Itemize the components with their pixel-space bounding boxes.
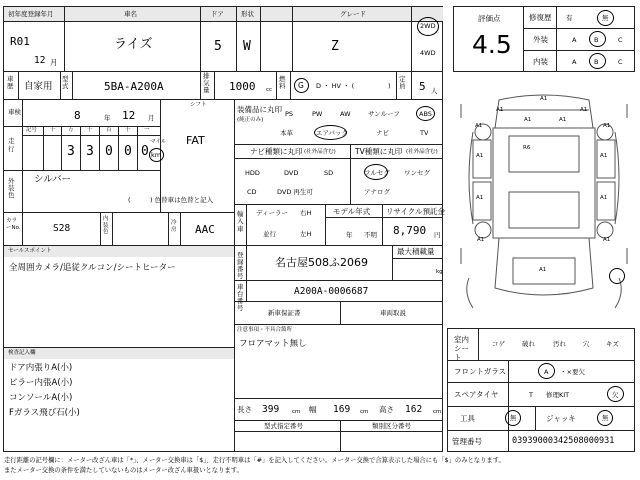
shift-value: FAT bbox=[186, 134, 205, 147]
width-label: 幅 bbox=[309, 405, 317, 414]
exterior-label: 外装色 bbox=[8, 177, 15, 200]
capacity-label: 定員 bbox=[399, 75, 406, 91]
inspector-label: 検査記入欄 bbox=[8, 350, 36, 356]
interior-color-label: 内装色 bbox=[103, 216, 109, 236]
import-left: 左H bbox=[300, 230, 312, 238]
shape: W bbox=[243, 39, 251, 54]
import-right: 右H bbox=[300, 209, 312, 217]
yen-unit: 円 bbox=[434, 231, 441, 239]
equip-aw: AW bbox=[340, 110, 351, 118]
model: 5BA-A200A bbox=[104, 80, 164, 93]
cc-unit: cc bbox=[266, 87, 273, 93]
damage-mark-a1: A1 bbox=[539, 267, 547, 273]
model-year-label: モデル年式 bbox=[333, 207, 371, 216]
height-label: 高さ bbox=[379, 405, 394, 414]
exterior-note: ) 色替車は色替と記入 bbox=[150, 196, 214, 204]
equip-ps: PS bbox=[285, 110, 294, 118]
repair-label: 修復歴 bbox=[529, 13, 552, 22]
capacity: 5 bbox=[419, 80, 426, 93]
navi-title: ナビ種類に丸印 bbox=[250, 147, 303, 156]
recycle: 8,790 bbox=[393, 224, 427, 237]
displacement: 1000 bbox=[229, 80, 256, 93]
cooler-label: 冷房 bbox=[171, 220, 177, 233]
inspector-band bbox=[4, 348, 234, 359]
seat-scratch: キズ bbox=[606, 340, 619, 348]
width: 169 bbox=[333, 404, 351, 415]
inspector-item: Fガラス飛び石(小) bbox=[9, 408, 80, 418]
manage-number: 03939000342508000931 bbox=[512, 436, 615, 446]
fuel-close: ) bbox=[388, 82, 391, 90]
inspection-month-unit: 月 bbox=[148, 114, 155, 122]
selling-points-label: セールスポイント bbox=[8, 248, 52, 254]
height: 162 bbox=[405, 404, 423, 415]
damage-mark-a1: A1 bbox=[600, 195, 608, 201]
inspector-item: ドア内張りA(小) bbox=[9, 363, 73, 373]
equip-sunroof: サンルーフ bbox=[368, 110, 400, 118]
tools-label: 工具 bbox=[460, 414, 475, 423]
fuel-label: 燃料 bbox=[279, 75, 286, 91]
mileage-col-1: 一 bbox=[144, 127, 150, 133]
drive-2wd: 2WD bbox=[420, 22, 436, 30]
km-unit: km bbox=[151, 151, 162, 159]
grade-label: グレード bbox=[340, 10, 366, 18]
displacement-label: 排気量 bbox=[203, 72, 210, 95]
damage-mark-a1: A1 bbox=[476, 195, 484, 201]
equip-navi: ナビ bbox=[376, 129, 389, 137]
spare-t: T bbox=[529, 391, 533, 399]
month-unit: 月 bbox=[50, 58, 58, 67]
doors-label: ドア bbox=[211, 10, 224, 18]
tv-title-note: (社外品含む) bbox=[406, 149, 438, 155]
mileage-col-10: 十 bbox=[125, 127, 131, 133]
footer-line-2: またメーター交換の条件を満たしていないものはメーター改ざん車扱いとなります。 bbox=[4, 467, 243, 474]
damage-mark-a1: A1 bbox=[476, 153, 484, 159]
equip-airbag: エアバック bbox=[316, 129, 348, 137]
equip-abs: ABS bbox=[419, 110, 432, 118]
equipment-title: 装備品に丸印 bbox=[237, 105, 282, 114]
type-designation-label: 型式指定番号 bbox=[264, 422, 303, 430]
mileage-col-1k: 千 bbox=[87, 127, 93, 133]
model-label: 型式 bbox=[62, 75, 69, 91]
notes-label: 注意事項・不具合箇所 bbox=[237, 327, 293, 333]
width-cm: cm bbox=[360, 409, 369, 415]
length-label: 長さ bbox=[237, 405, 252, 414]
registration-number: 名古屋508ふ2069 bbox=[275, 256, 368, 269]
seat-burn: コゲ bbox=[492, 340, 505, 348]
navi-dvd-play: DVD 再生可 bbox=[277, 188, 313, 196]
damage-mark-r6: R6 bbox=[523, 145, 531, 151]
mileage-digit: 0 bbox=[141, 144, 149, 159]
inspector-item: コンソールA(小) bbox=[9, 393, 73, 403]
category-label: 車歴 bbox=[7, 75, 14, 91]
cooler: AAC bbox=[195, 223, 215, 236]
score-value: 4.5 bbox=[472, 30, 512, 59]
glass-a: A bbox=[544, 368, 549, 376]
tv-oneseg: ワンセグ bbox=[404, 169, 430, 177]
spare-label: スペアタイヤ bbox=[454, 390, 499, 399]
damage-mark-a1: A1 bbox=[496, 107, 504, 113]
drive-4wd: 4WD bbox=[420, 49, 436, 57]
inspection-month: 12 bbox=[122, 109, 136, 122]
mileage-digit: 0 bbox=[124, 144, 132, 159]
damage-mark-a1: A1 bbox=[559, 117, 567, 123]
exterior-grade-label: 外装 bbox=[533, 35, 548, 44]
doors: 5 bbox=[214, 39, 222, 54]
interior-grade-c: C bbox=[618, 58, 623, 66]
spare-circle-diagram bbox=[609, 268, 625, 284]
car-diagram bbox=[453, 88, 635, 322]
damage-mark-a1: A1 bbox=[580, 107, 588, 113]
navi-cd: CD bbox=[247, 188, 257, 196]
inspection-year: 8 bbox=[74, 109, 81, 122]
inspection-year-unit: 年 bbox=[104, 114, 111, 122]
import-dealer: ディーラー bbox=[256, 209, 288, 217]
interior-grade-b: B bbox=[594, 58, 599, 66]
mileage-col-100: 百 bbox=[106, 127, 112, 133]
import-label: 輸入車 bbox=[237, 210, 244, 233]
damage-mark-a1: A1 bbox=[475, 123, 483, 129]
seat-stain: 汚れ bbox=[553, 340, 566, 348]
navi-hdd: HDD bbox=[245, 169, 260, 177]
model-year-unknown: 不明 bbox=[364, 231, 377, 239]
height-cm: cm bbox=[433, 409, 442, 415]
recycle-label: リサイクル預託金 bbox=[386, 207, 445, 216]
inspector-item: ピラー内張A(小) bbox=[9, 378, 73, 388]
damage-mark-a1: A1 bbox=[600, 153, 608, 159]
tv-fullseg: フルセグ bbox=[364, 169, 390, 177]
navi-sd: SD bbox=[324, 169, 334, 177]
seat-hole: 穴 bbox=[583, 340, 590, 348]
footer-line-1: 走行距離の記号欄に：メーター改ざん車は「*」、メーター交換車は「$」、走行不明車は「#」を記入してください。メーター交換で合算表示した場合にも「$」のみとなります。 bbox=[4, 457, 505, 464]
damage-mark-a1: A1 bbox=[603, 237, 611, 243]
first-reg-label: 初年度登録年月 bbox=[8, 10, 54, 18]
length-cm: cm bbox=[292, 409, 301, 415]
color-no-label: カラーNo. bbox=[6, 218, 21, 232]
glass-rest: ・×要欠 bbox=[560, 368, 585, 376]
person-unit: 人 bbox=[431, 87, 438, 95]
repair-no: 無 bbox=[602, 14, 609, 22]
mileage-col-100k: 十 bbox=[50, 127, 56, 133]
equipment-subtitle: (純正のみ) bbox=[237, 117, 264, 123]
mileage-digit: 0 bbox=[105, 144, 113, 159]
exterior-grade-a: A bbox=[572, 36, 577, 44]
interior-grade-label: 内装 bbox=[533, 57, 548, 66]
equip-pw: PW bbox=[312, 110, 323, 118]
manage-label: 管理番号 bbox=[452, 437, 482, 446]
car-name-label: 車名 bbox=[124, 10, 137, 18]
navi-title-note: (社外品含む) bbox=[304, 149, 336, 155]
inspection-label: 車検 bbox=[8, 108, 21, 116]
jack-label: ジャッキ bbox=[546, 414, 576, 423]
mileage-col-10k: 万 bbox=[68, 127, 74, 133]
kg-unit: kg bbox=[436, 269, 443, 275]
chassis-number: A200A-0006687 bbox=[294, 286, 369, 297]
selling-points-text: 全周囲カメラ/追従クルコン/シートヒーター bbox=[9, 263, 176, 273]
grade: Z bbox=[331, 39, 339, 54]
registration-label: 登録番号 bbox=[237, 251, 244, 281]
fuel-g: G bbox=[298, 81, 304, 90]
repair-yes: 有 bbox=[566, 14, 573, 22]
damage-mark-a1: A1 bbox=[524, 117, 532, 123]
shape-label: 形状 bbox=[241, 10, 254, 18]
tools-value: 無 bbox=[510, 414, 517, 422]
jack-value: 無 bbox=[602, 414, 609, 422]
damage-mark-a1: A1 bbox=[477, 237, 485, 243]
damage-mark-a1: A1 bbox=[603, 123, 611, 129]
score-label: 評価点 bbox=[478, 14, 501, 23]
class-number-label: 類別区分番号 bbox=[372, 422, 411, 430]
notes-text: フロアマット無し bbox=[239, 339, 307, 349]
equip-tv: TV bbox=[420, 129, 429, 137]
max-load-label: 最大積載量 bbox=[397, 247, 435, 256]
glass-label: フロントガラス bbox=[454, 367, 507, 376]
mileage-col-sign: 記号 bbox=[26, 127, 38, 133]
import-parallel: 並行 bbox=[263, 230, 276, 238]
first-reg-month: 12 bbox=[34, 55, 46, 66]
first-reg-year: R01 bbox=[10, 35, 30, 48]
category: 自家用 bbox=[24, 81, 53, 92]
seat-label: 室内シート bbox=[454, 335, 469, 362]
tv-title: TV種類に丸印 bbox=[355, 147, 403, 156]
exterior-note-prefix: ( bbox=[128, 196, 131, 204]
fuel-options: D ・ HV ・ ( bbox=[316, 82, 355, 90]
interior-grade-a: A bbox=[572, 58, 577, 66]
mileage-digit: 3 bbox=[67, 144, 75, 159]
navi-dvd: DVD bbox=[284, 169, 299, 177]
exterior-color: シルバー bbox=[34, 174, 72, 185]
warranty-doc: 新車保証書 bbox=[268, 309, 301, 317]
damage-mark-a1: A1 bbox=[540, 96, 548, 102]
spare-kit: 修理KIT bbox=[546, 391, 570, 399]
shift-label: シフト bbox=[190, 102, 207, 108]
tv-analog: アナログ bbox=[364, 188, 390, 196]
exterior-grade-c: C bbox=[618, 36, 623, 44]
mile-unit: マイル bbox=[150, 139, 167, 145]
seat-tear: 破れ bbox=[522, 340, 535, 348]
mileage-label: 走行 bbox=[8, 137, 15, 153]
chassis-label: 車台番号 bbox=[237, 283, 244, 313]
length: 399 bbox=[262, 404, 280, 415]
car-name: ライズ bbox=[114, 37, 153, 52]
manual-doc: 車両取説 bbox=[380, 309, 406, 317]
exterior-grade-b: B bbox=[594, 36, 599, 44]
equip-leather: 本革 bbox=[280, 129, 293, 137]
mileage-digit: 3 bbox=[86, 144, 94, 159]
spare-missing: 欠 bbox=[612, 391, 619, 399]
model-year-unit: 年 bbox=[346, 231, 353, 239]
color-no: S28 bbox=[53, 223, 71, 234]
